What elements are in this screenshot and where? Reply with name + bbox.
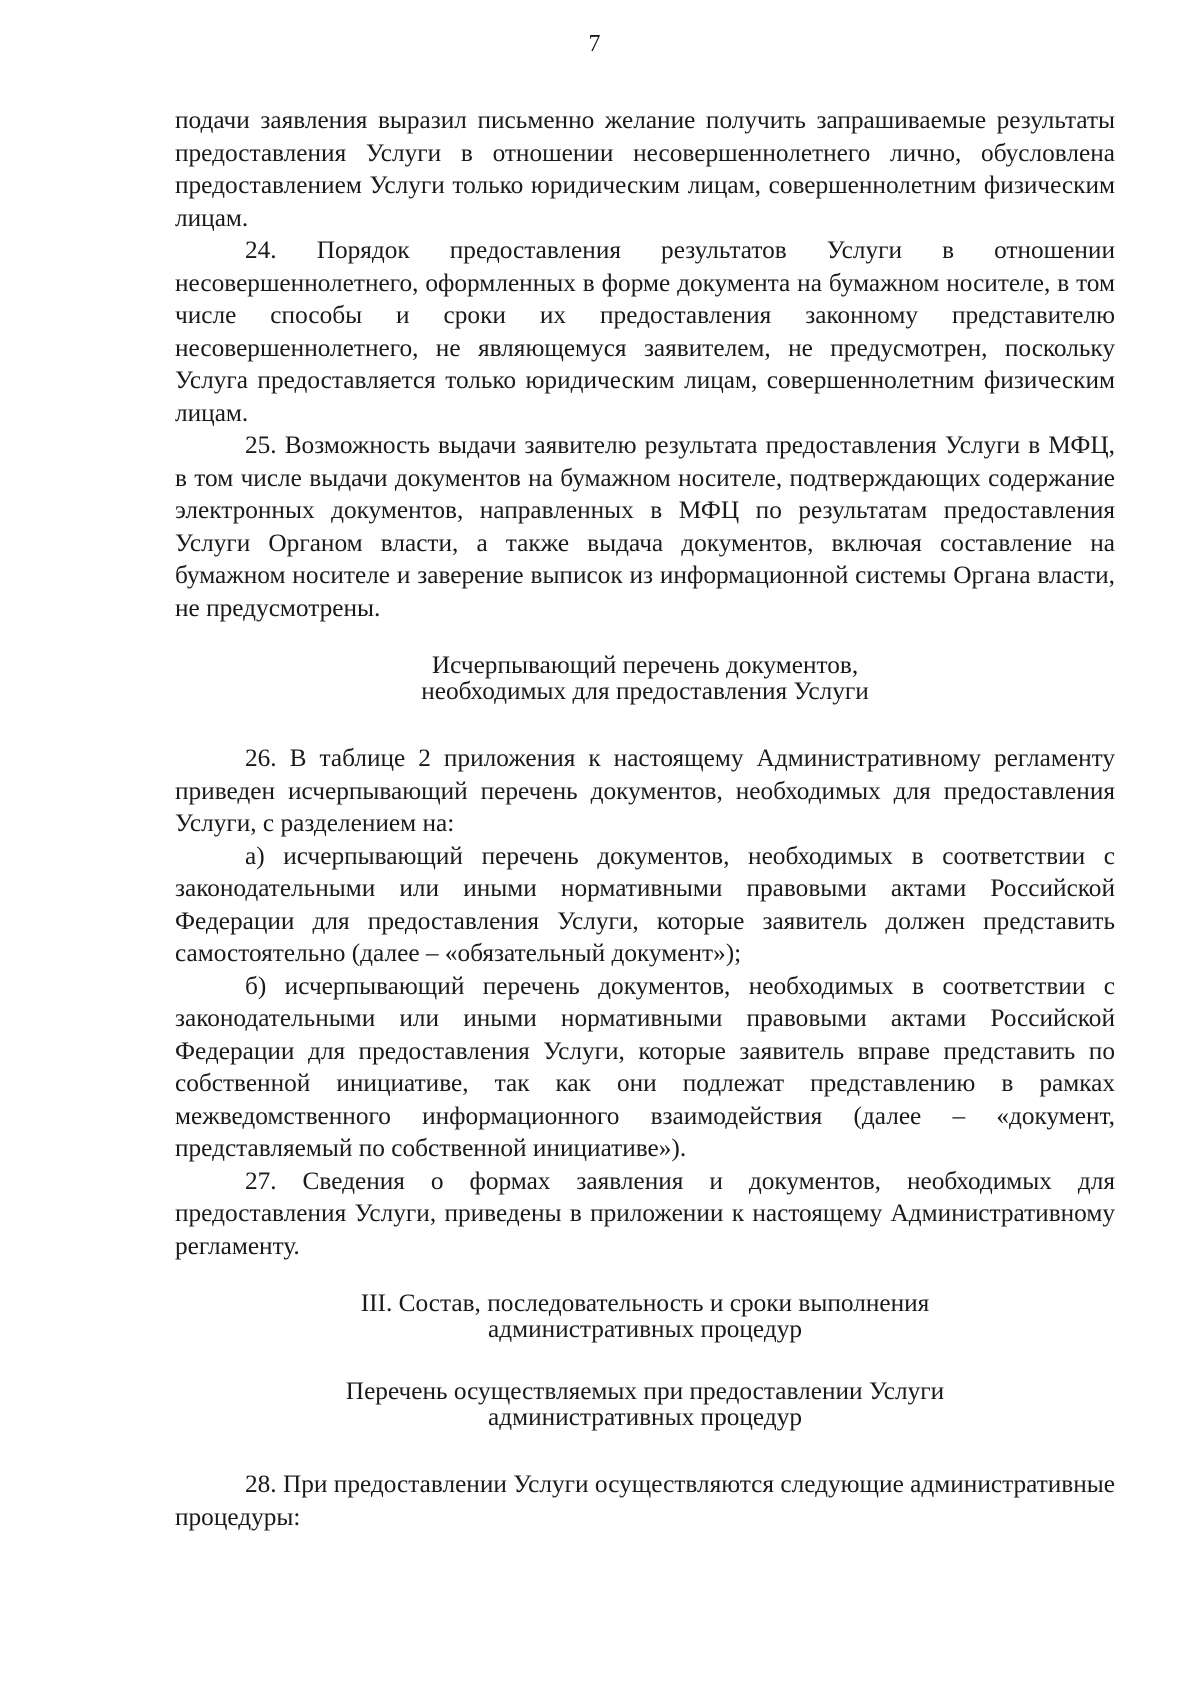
section-heading-documents [175, 652, 1115, 704]
heading-line-1: Перечень осуществляемых при предоставлении Услуги [345, 1377, 945, 1405]
document-body [175, 104, 1115, 1533]
paragraph-27: 27. Сведения о формах заявления и документов, необходимых для предоставления Услуги, приведены в приложении к настоящему Административному регламенту. [175, 1166, 1115, 1260]
paragraph-continuation: подачи заявления выразил письменно желание получить запрашиваемые результаты предоставления Услуги в отношении несовершеннолетнего лично, обусловлена предоставлением Услуги только юридическим лицам, совершеннолетним физическим лицам. [175, 106, 1115, 232]
heading-line-2: административных процедур [487, 1315, 802, 1343]
page-number: 7 [588, 31, 601, 57]
paragraph-24: 24. Порядок предоставления результатов Услуги в отношении несовершеннолетнего, оформленных в форме документа на бумажном носителе, в том числе способы и сроки их предоставления законному представителю несовершеннолетнего, не являющемуся заявителем, не предусмотрен, поскольку Услуга предоставляется только юридическим лицам, совершеннолетним физическим лицам. [175, 236, 1115, 427]
paragraph-28: 28. При предоставлении Услуги осуществляются следующие административные процедуры: [175, 1470, 1115, 1531]
heading-line-1: III. Состав, последовательность и сроки выполнения [360, 1289, 930, 1317]
heading-line-1: Исчерпывающий перечень документов, [431, 651, 859, 679]
paragraph-25: 25. Возможность выдачи заявителю результата предоставления Услуги в МФЦ, в том числе выдачи документов на бумажном носителе, подтверждающих содержание электронных документов, направленных в МФЦ по результатам предоставления Услуги Органом власти, а также выдача документов, включая составление на бумажном носителе и заверение выписок из информационной системы Органа власти, не предусмотрены. [175, 431, 1115, 622]
paragraph-26: 26. В таблице 2 приложения к настоящему Административному регламенту приведен исчерпывающий перечень документов, необходимых для предоставления Услуги, с разделением на: [175, 744, 1115, 837]
heading-line-2: административных процедур [487, 1403, 802, 1431]
paragraph-26-b: б) исчерпывающий перечень документов, необходимых в соответствии с законодательными или иными нормативными правовыми актами Российской Федерации для предоставления Услуги, которые заявитель вправе представить по собственной инициативе, так как они подлежат представлению в рамках межведомственного информационного взаимодействия (далее – «документ, представляемый по собственной инициативе»). [175, 971, 1115, 1162]
paragraph-26-a: а) исчерпывающий перечень документов, необходимых в соответствии с законодательными или иными нормативными правовыми актами Российской Федерации для предоставления Услуги, которые заявитель должен представить самостоятельно (далее – «обязательный документ»); [175, 841, 1115, 967]
section-heading-iii [175, 1290, 1115, 1342]
heading-line-2: необходимых для предоставления Услуги [421, 677, 869, 705]
subsection-heading-procedures [175, 1378, 1115, 1430]
